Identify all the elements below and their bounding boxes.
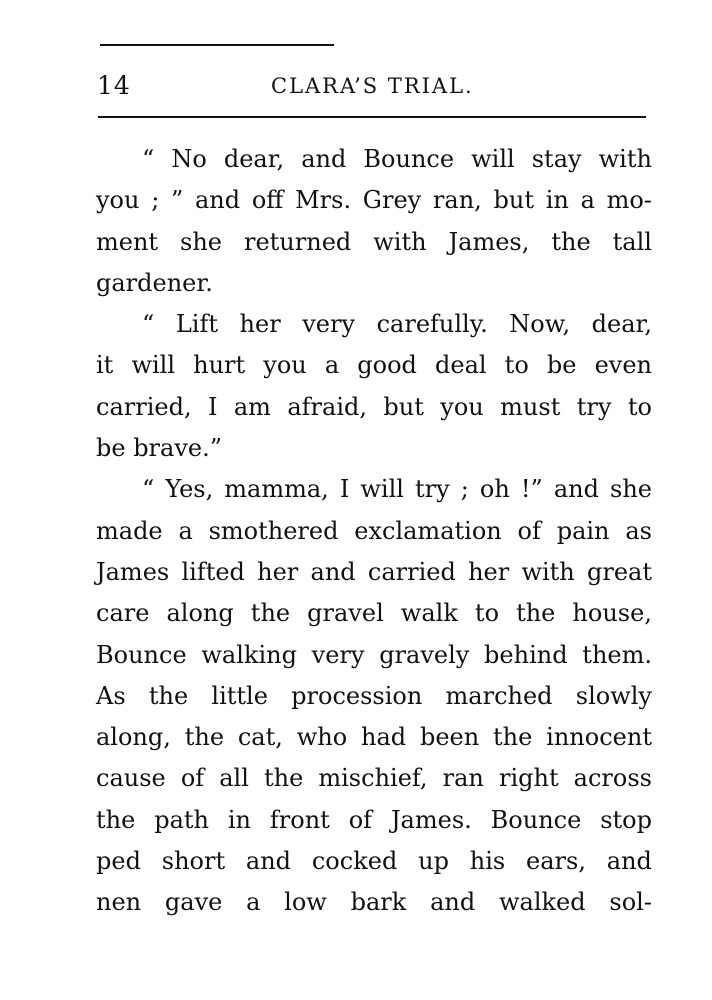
text-line (96, 717, 652, 758)
word: walked (498, 888, 586, 917)
word: “ (142, 310, 155, 339)
word: stop (600, 805, 652, 834)
word: been (419, 723, 480, 752)
text-line (96, 180, 652, 221)
word: Bounce (96, 640, 187, 669)
text-line: gardener. (96, 268, 213, 297)
word: ran (442, 764, 484, 793)
word: mischief, (318, 764, 428, 793)
word: along (166, 599, 234, 628)
word: to (474, 599, 500, 628)
word: I (207, 392, 218, 421)
word: who (296, 723, 348, 752)
text-line: be brave.” (96, 434, 222, 463)
word: the (263, 764, 304, 793)
word: in (227, 805, 252, 834)
word: care (96, 599, 150, 628)
word: front (269, 805, 330, 834)
word: little (211, 681, 268, 710)
word: gravel (307, 599, 384, 628)
word: procession (291, 681, 423, 710)
word: with (598, 145, 652, 173)
word: with (521, 557, 575, 586)
text-line (96, 469, 652, 510)
word: but (383, 392, 424, 421)
word: the (493, 723, 533, 752)
word: !” (520, 475, 543, 504)
word: and (553, 475, 599, 504)
word: a (324, 351, 340, 380)
word: No (171, 145, 207, 173)
word: oh (479, 475, 510, 504)
word: off (251, 186, 284, 215)
running-title: CLARA’S TRIAL. (271, 74, 474, 98)
word: must (500, 392, 561, 421)
word: ped (96, 847, 141, 876)
text-line (96, 511, 652, 552)
text-line (96, 387, 652, 428)
word: Bounce (490, 805, 582, 834)
word: house, (572, 599, 652, 628)
text-line (96, 139, 652, 180)
word: exclamation (354, 516, 502, 545)
word: Lift (175, 310, 218, 339)
word: the (516, 599, 556, 628)
header-rule (98, 116, 646, 118)
word: James (96, 557, 170, 586)
word: a (246, 888, 261, 917)
word: and (301, 145, 347, 173)
text-line (96, 304, 652, 345)
word: Mrs. (295, 186, 352, 215)
text-line (96, 841, 652, 882)
word: cocked (311, 847, 398, 876)
word: “ (142, 475, 155, 504)
text-line (96, 800, 652, 841)
word: mo- (606, 186, 652, 215)
page-header (97, 66, 647, 106)
word: will (131, 351, 176, 380)
word: stay (531, 145, 582, 173)
word: short (161, 847, 226, 876)
word: and (310, 557, 356, 586)
word: it (96, 351, 114, 380)
word: low (284, 888, 327, 917)
word: good (357, 351, 417, 380)
word: in (545, 186, 569, 215)
word: them. (582, 640, 652, 669)
word: carefully. (376, 310, 488, 339)
word: Yes, (165, 475, 214, 504)
word: right (498, 764, 559, 793)
word: you (263, 351, 307, 380)
word: dear, (591, 310, 652, 339)
word: the (184, 723, 225, 752)
word: carried, (96, 392, 192, 421)
page-number: 14 (97, 71, 131, 100)
word: she (180, 227, 223, 256)
word: James, (448, 227, 530, 256)
word: lifted (181, 557, 245, 586)
word: great (587, 557, 652, 586)
word: try (415, 475, 450, 504)
word: very (302, 310, 356, 339)
word: cause (96, 764, 166, 793)
word: be (546, 351, 577, 380)
top-rule (100, 44, 334, 46)
word: returned (243, 227, 352, 256)
word: walking (201, 640, 297, 669)
word: try (576, 392, 612, 421)
word: gave (164, 888, 223, 917)
word: but (493, 186, 534, 215)
word: As (96, 681, 126, 710)
word: of (348, 805, 373, 834)
text-line (96, 882, 652, 923)
body-text (96, 139, 652, 924)
text-line (96, 222, 652, 263)
word: hurt (193, 351, 246, 380)
word: her (468, 557, 510, 586)
word: made (96, 516, 163, 545)
word: deal (435, 351, 487, 380)
word: she (610, 475, 652, 504)
word: her (239, 310, 281, 339)
word: ears, (526, 847, 586, 876)
word: bark (350, 888, 407, 917)
word: to (627, 392, 652, 421)
word: dear, (223, 145, 285, 173)
word: and (245, 847, 292, 876)
word: nen (96, 888, 142, 917)
word: carried (367, 557, 456, 586)
word: will (360, 475, 404, 504)
text-line (96, 345, 652, 386)
word: behind (484, 640, 568, 669)
text-line (96, 552, 652, 593)
word: the (551, 227, 591, 256)
word: of (180, 764, 205, 793)
word: the (96, 805, 136, 834)
word: a (580, 186, 595, 215)
word: path (154, 805, 209, 834)
word: and (606, 847, 652, 876)
word: tall (612, 227, 652, 256)
word: you (96, 186, 140, 215)
word: across (573, 764, 652, 793)
word: her (257, 557, 299, 586)
word: and (195, 186, 241, 215)
word: James. (390, 805, 472, 834)
word: ran, (432, 186, 482, 215)
word: of (517, 516, 541, 545)
word: I (339, 475, 350, 504)
word: ; (460, 475, 469, 504)
word: along, (96, 723, 171, 752)
word: all (219, 764, 249, 793)
word: a (178, 516, 193, 545)
word: smothered (208, 516, 339, 545)
word: am (233, 392, 271, 421)
word: ; (151, 186, 160, 215)
word: up (418, 847, 449, 876)
word: even (594, 351, 652, 380)
word: very (311, 640, 365, 669)
word: gravely (379, 640, 470, 669)
word: with (373, 227, 427, 256)
word: will (471, 145, 515, 173)
word: mamma, (224, 475, 329, 504)
word: walk (400, 599, 458, 628)
word: marched (445, 681, 553, 710)
word: to (504, 351, 529, 380)
word: afraid, (287, 392, 367, 421)
text-line (96, 676, 652, 717)
word: his (469, 847, 506, 876)
word: ment (96, 227, 159, 256)
text-line (96, 635, 652, 676)
word: “ (142, 145, 155, 173)
word: Grey (362, 186, 422, 215)
word: you (440, 392, 484, 421)
word: ” (171, 186, 184, 215)
word: pain (556, 516, 610, 545)
word: had (361, 723, 407, 752)
word: as (625, 516, 652, 545)
word: Now, (509, 310, 571, 339)
word: Bounce (363, 145, 455, 173)
word: the (148, 681, 189, 710)
text-line (96, 758, 652, 799)
word: and (430, 888, 476, 917)
word: sol- (609, 888, 652, 917)
text-line (96, 593, 652, 634)
word: slowly (575, 681, 652, 710)
word: cat, (237, 723, 283, 752)
word: the (250, 599, 291, 628)
word: innocent (546, 723, 652, 752)
